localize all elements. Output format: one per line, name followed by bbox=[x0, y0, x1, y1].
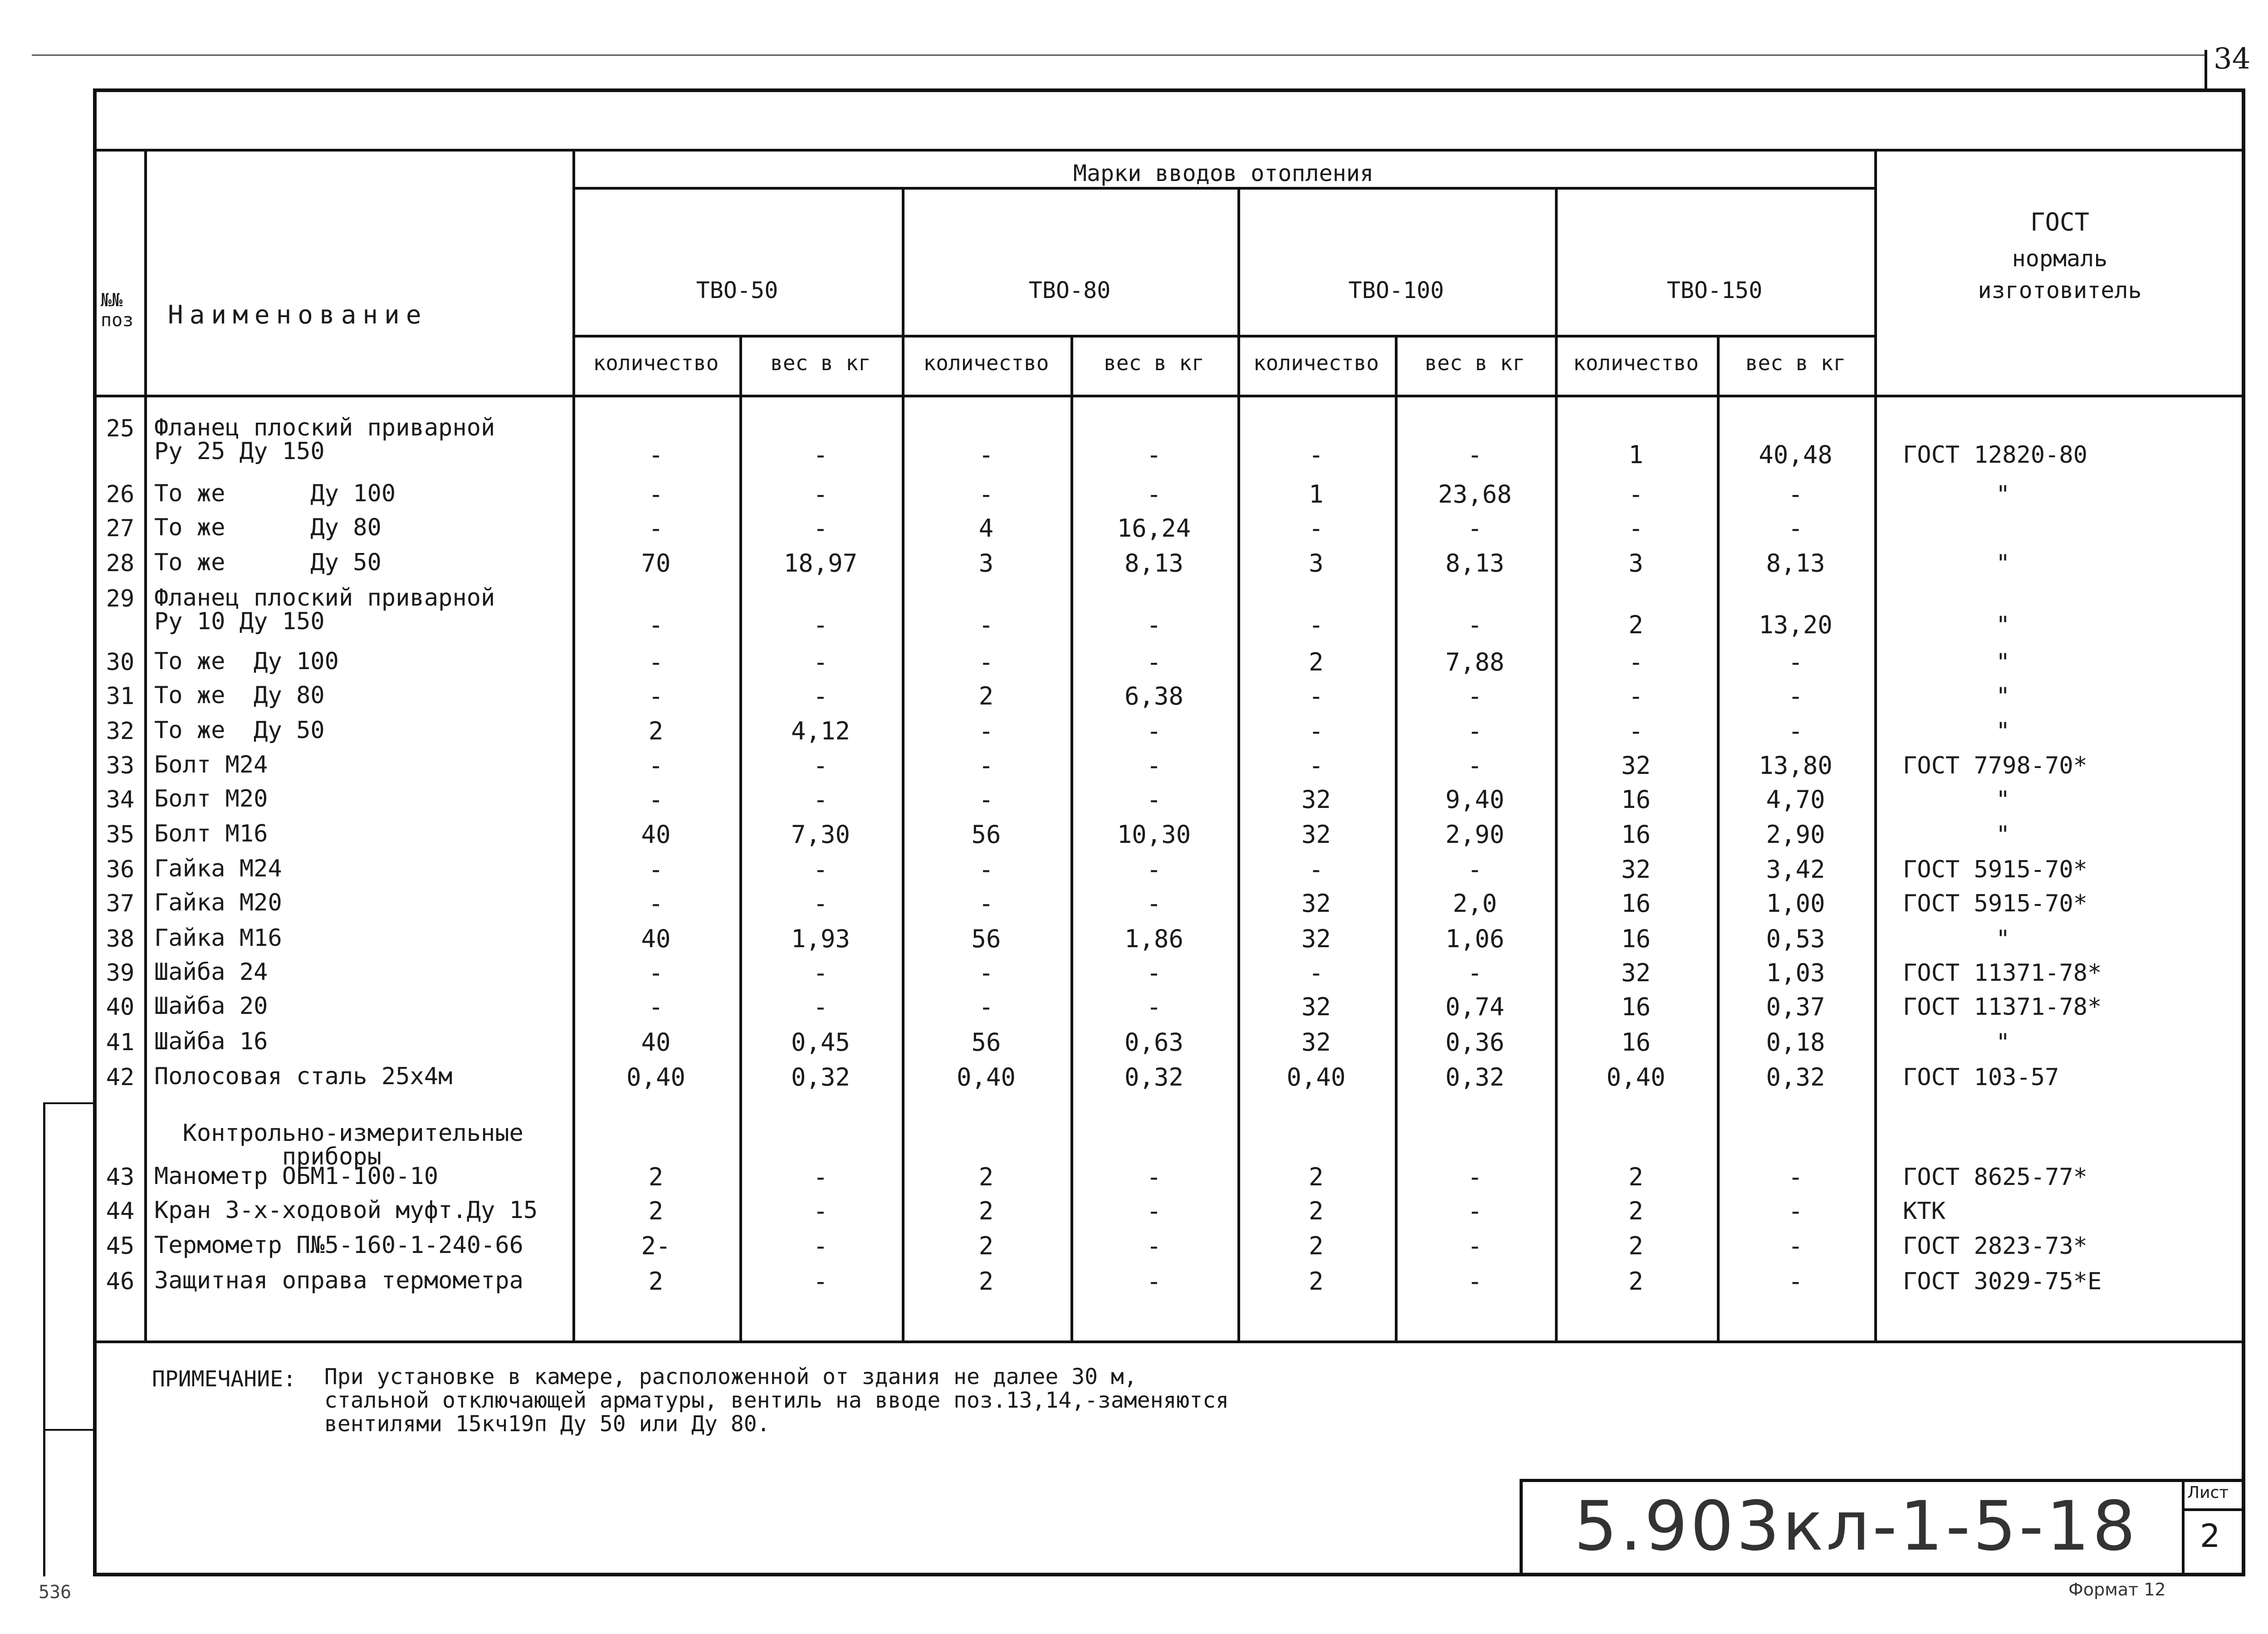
row-name-line: Болт М20 bbox=[154, 785, 268, 812]
row-weight-cell: 7,30 bbox=[791, 820, 850, 849]
row-weight-cell: - bbox=[813, 1267, 828, 1296]
row-weight-cell: - bbox=[1788, 1232, 1803, 1260]
row-gost: " bbox=[1996, 683, 2010, 710]
row-weight-cell: - bbox=[1467, 959, 1482, 987]
row-gost: КТК bbox=[1903, 1198, 1945, 1225]
row-qty-cell: 16 bbox=[1621, 925, 1651, 953]
row-qty-cell: - bbox=[978, 785, 994, 814]
row-qty-cell: 40 bbox=[641, 1028, 671, 1057]
row-weight-cell: 1,93 bbox=[791, 925, 850, 953]
row-name-line: Гайка М20 bbox=[154, 889, 282, 916]
row-pos: 32 bbox=[106, 718, 135, 745]
row-qty-cell: - bbox=[1309, 717, 1324, 745]
row-weight-cell: - bbox=[1788, 717, 1803, 745]
row-qty-cell: 2 bbox=[1309, 648, 1324, 676]
row-qty-cell: 2 bbox=[648, 717, 664, 745]
row-qty-cell: 0,40 bbox=[1286, 1063, 1346, 1091]
row-gost: " bbox=[1996, 649, 2010, 676]
row-qty-cell: - bbox=[1309, 751, 1324, 780]
note-line-1: При установке в камере, расположенной от здания не далее 30 м, bbox=[324, 1364, 1137, 1389]
row-qty-cell: - bbox=[648, 889, 664, 918]
row-gost: " bbox=[1996, 925, 2010, 953]
row-pos: 27 bbox=[106, 515, 135, 542]
row-weight-cell: - bbox=[1467, 1163, 1482, 1191]
row-qty-cell: 2 bbox=[1628, 1197, 1643, 1225]
row-weight-cell: - bbox=[1146, 717, 1162, 745]
row-weight-cell: 4,12 bbox=[791, 717, 850, 745]
row-weight-cell: - bbox=[1146, 785, 1162, 814]
col-line-name bbox=[572, 149, 575, 1342]
row-qty-cell: - bbox=[978, 889, 994, 918]
row-name-line: Контрольно-измерительные bbox=[154, 1120, 523, 1147]
row-weight-cell: - bbox=[1146, 751, 1162, 780]
col-line-gost bbox=[1874, 149, 1877, 1342]
row-weight-cell: 1,06 bbox=[1445, 925, 1505, 953]
row-qty-cell: - bbox=[648, 440, 664, 469]
left-margin-line bbox=[43, 1102, 45, 1576]
row-qty-cell: - bbox=[1309, 959, 1324, 987]
row-weight-cell: 0,74 bbox=[1445, 993, 1505, 1021]
row-qty-cell: 56 bbox=[971, 1028, 1001, 1057]
row-pos: 36 bbox=[106, 856, 135, 883]
row-pos: 41 bbox=[106, 1029, 135, 1056]
row-weight-cell: 18,97 bbox=[783, 549, 858, 577]
row-qty-cell: - bbox=[648, 855, 664, 884]
row-name-line: Болт М24 bbox=[154, 751, 268, 778]
stamp-format: Формат 12 bbox=[2068, 1580, 2166, 1600]
stamp-code: 5.903кл-1-5-18 bbox=[1574, 1487, 2139, 1566]
row-name-line: Гайка М16 bbox=[154, 925, 282, 952]
row-pos: 33 bbox=[106, 752, 135, 779]
row-pos: 43 bbox=[106, 1164, 135, 1191]
top-edge-line bbox=[32, 54, 2204, 56]
row-name-line: Ру 10 Ду 150 bbox=[154, 608, 325, 635]
row-weight-cell: - bbox=[813, 1232, 828, 1260]
row-weight-cell: - bbox=[813, 855, 828, 884]
row-weight-cell: - bbox=[1788, 648, 1803, 676]
row-qty-cell: 2 bbox=[1628, 1232, 1643, 1260]
row-name-line: Фланец плоский приварной bbox=[154, 584, 495, 612]
row-pos: 26 bbox=[106, 481, 135, 508]
row-weight-cell: - bbox=[813, 514, 828, 543]
header-group-line bbox=[572, 187, 1874, 190]
row-qty-cell: - bbox=[648, 480, 664, 509]
row-qty-cell: 16 bbox=[1621, 785, 1651, 814]
row-name-line: Полосовая сталь 25х4м bbox=[154, 1063, 453, 1090]
header-pos: №№ поз bbox=[101, 290, 134, 331]
header-gost-3: изготовитель bbox=[1978, 277, 2142, 303]
row-pos: 39 bbox=[106, 959, 135, 987]
row-qty-cell: 2 bbox=[1628, 1163, 1643, 1191]
row-name-line: Шайба 16 bbox=[154, 1028, 268, 1055]
row-qty-cell: 1 bbox=[1628, 440, 1643, 469]
row-weight-cell: - bbox=[1146, 648, 1162, 676]
row-gost: ГОСТ 3029-75*Е bbox=[1903, 1268, 2102, 1295]
row-weight-cell: 16,24 bbox=[1117, 514, 1191, 543]
row-qty-cell: - bbox=[648, 959, 664, 987]
stamp-sheet-number: 2 bbox=[2200, 1517, 2220, 1555]
row-qty-cell: 32 bbox=[1301, 889, 1331, 918]
row-name-line: То же Ду 100 bbox=[154, 480, 396, 507]
row-weight-cell: - bbox=[813, 785, 828, 814]
row-gost: ГОСТ 103-57 bbox=[1903, 1064, 2059, 1091]
left-margin-tick-2 bbox=[43, 1429, 93, 1431]
row-weight-cell: 0,53 bbox=[1766, 925, 1825, 953]
row-name-line: Гайка М24 bbox=[154, 855, 282, 882]
row-weight-cell: 0,32 bbox=[1124, 1063, 1184, 1091]
header-bottom-line bbox=[93, 395, 2245, 397]
row-qty-cell: 56 bbox=[971, 925, 1001, 953]
row-pos: 31 bbox=[106, 683, 135, 710]
row-weight-cell: - bbox=[1467, 440, 1482, 469]
header-qty-3: количество bbox=[1253, 351, 1379, 375]
row-weight-cell: 0,37 bbox=[1766, 993, 1825, 1021]
row-qty-cell: - bbox=[648, 751, 664, 780]
row-qty-cell: 1 bbox=[1309, 480, 1324, 509]
stamp-sheet-label: Лист bbox=[2187, 1483, 2229, 1502]
row-gost: " bbox=[1996, 612, 2010, 639]
row-name-line: То же Ду 100 bbox=[154, 648, 339, 675]
row-name-line: Ру 25 Ду 150 bbox=[154, 438, 325, 465]
row-qty-cell: 2 bbox=[1628, 611, 1643, 639]
row-pos: 46 bbox=[106, 1268, 135, 1295]
row-name-line: Термометр П№5-160-1-240-66 bbox=[154, 1232, 523, 1259]
row-weight-cell: - bbox=[1146, 611, 1162, 639]
row-weight-cell: - bbox=[1467, 855, 1482, 884]
row-pos: 25 bbox=[106, 415, 135, 442]
row-weight-cell: - bbox=[1788, 1267, 1803, 1296]
row-weight-cell: - bbox=[1467, 1267, 1482, 1296]
row-name-line: Болт М16 bbox=[154, 820, 268, 847]
row-qty-cell: - bbox=[648, 611, 664, 639]
row-weight-cell: - bbox=[813, 648, 828, 676]
row-weight-cell: - bbox=[1146, 1197, 1162, 1225]
row-weight-cell: - bbox=[1146, 889, 1162, 918]
row-qty-cell: - bbox=[978, 717, 994, 745]
row-qty-cell: - bbox=[978, 440, 994, 469]
row-weight-cell: - bbox=[1146, 993, 1162, 1021]
row-gost: " bbox=[1996, 1029, 2010, 1056]
header-qty-4: количество bbox=[1573, 351, 1699, 375]
row-qty-cell: 2 bbox=[1628, 1267, 1643, 1296]
row-qty-cell: 2 bbox=[978, 1232, 994, 1260]
row-name-line: Шайба 24 bbox=[154, 959, 268, 986]
row-qty-cell: - bbox=[1628, 648, 1643, 676]
row-qty-cell: - bbox=[1309, 611, 1324, 639]
stamp-sheet-line bbox=[2182, 1508, 2245, 1511]
row-gost: ГОСТ 8625-77* bbox=[1903, 1164, 2087, 1191]
row-qty-cell: - bbox=[648, 993, 664, 1021]
row-weight-cell: 1,03 bbox=[1766, 959, 1825, 987]
row-weight-cell: - bbox=[813, 682, 828, 710]
row-weight-cell: - bbox=[1146, 959, 1162, 987]
row-name-line: То же Ду 50 bbox=[154, 549, 381, 576]
row-weight-cell: 0,18 bbox=[1766, 1028, 1825, 1057]
row-qty-cell: 16 bbox=[1621, 993, 1651, 1021]
corner-tick bbox=[2204, 50, 2207, 91]
header-gost-2: нормаль bbox=[2012, 245, 2108, 272]
row-qty-cell: 56 bbox=[971, 820, 1001, 849]
row-weight-cell: 0,45 bbox=[791, 1028, 850, 1057]
row-weight-cell: - bbox=[1788, 1197, 1803, 1225]
row-gost: " bbox=[1996, 821, 2010, 848]
row-gost: ГОСТ 2823-73* bbox=[1903, 1233, 2087, 1260]
row-name-line: То же Ду 80 bbox=[154, 514, 381, 541]
row-pos: 45 bbox=[106, 1233, 135, 1260]
row-qty-cell: 2 bbox=[978, 1267, 994, 1296]
row-weight-cell: - bbox=[813, 611, 828, 639]
row-qty-cell: 2 bbox=[1309, 1267, 1324, 1296]
row-weight-cell: - bbox=[1146, 440, 1162, 469]
row-weight-cell: 0,32 bbox=[1445, 1063, 1505, 1091]
row-qty-cell: - bbox=[648, 648, 664, 676]
row-qty-cell: 32 bbox=[1301, 785, 1331, 814]
row-qty-cell: - bbox=[978, 611, 994, 639]
row-pos: 42 bbox=[106, 1064, 135, 1091]
row-qty-cell: 32 bbox=[1621, 959, 1651, 987]
row-pos: 35 bbox=[106, 821, 135, 848]
row-weight-cell: - bbox=[1788, 1163, 1803, 1191]
row-qty-cell: 32 bbox=[1301, 993, 1331, 1021]
row-qty-cell: 16 bbox=[1621, 889, 1651, 918]
header-brand-2: ТВО-80 bbox=[1028, 277, 1111, 303]
row-gost: " bbox=[1996, 481, 2010, 508]
row-weight-cell: 0,32 bbox=[791, 1063, 850, 1091]
row-pos: 44 bbox=[106, 1198, 135, 1225]
row-weight-cell: - bbox=[813, 751, 828, 780]
row-qty-cell: 0,40 bbox=[956, 1063, 1016, 1091]
header-brand-1: ТВО-50 bbox=[696, 277, 778, 303]
row-weight-cell: - bbox=[1788, 514, 1803, 543]
row-qty-cell: 2 bbox=[1309, 1232, 1324, 1260]
row-qty-cell: 16 bbox=[1621, 820, 1651, 849]
frame-top-band-line bbox=[93, 149, 2245, 152]
row-qty-cell: - bbox=[1628, 480, 1643, 509]
header-brand-line bbox=[572, 335, 1874, 338]
row-pos: 34 bbox=[106, 786, 135, 813]
row-pos: 28 bbox=[106, 550, 135, 577]
row-qty-cell: - bbox=[978, 751, 994, 780]
row-weight-cell: 0,36 bbox=[1445, 1028, 1505, 1057]
row-weight-cell: - bbox=[1146, 1267, 1162, 1296]
row-qty-cell: 32 bbox=[1301, 925, 1331, 953]
row-qty-cell: - bbox=[978, 993, 994, 1021]
row-pos: 30 bbox=[106, 649, 135, 676]
row-weight-cell: - bbox=[1467, 611, 1482, 639]
row-qty-cell: - bbox=[1309, 682, 1324, 710]
row-weight-cell: 9,40 bbox=[1445, 785, 1505, 814]
row-qty-cell: 4 bbox=[978, 514, 994, 543]
row-qty-cell: 70 bbox=[641, 549, 671, 577]
header-weight-1: вес в кг bbox=[770, 351, 871, 375]
row-qty-cell: 0,40 bbox=[626, 1063, 686, 1091]
row-qty-cell: - bbox=[648, 514, 664, 543]
row-weight-cell: 2,0 bbox=[1452, 889, 1497, 918]
row-qty-cell: 40 bbox=[641, 925, 671, 953]
row-weight-cell: 8,13 bbox=[1766, 549, 1825, 577]
note-label: ПРИМЕЧАНИЕ: bbox=[152, 1366, 296, 1392]
row-qty-cell: 32 bbox=[1621, 855, 1651, 884]
row-qty-cell: - bbox=[1309, 514, 1324, 543]
row-qty-cell: - bbox=[648, 682, 664, 710]
row-qty-cell: 2 bbox=[1309, 1197, 1324, 1225]
row-qty-cell: - bbox=[1309, 440, 1324, 469]
header-brand-4: ТВО-150 bbox=[1667, 277, 1763, 303]
note-line-3: вентилями 15кч19п Ду 50 или Ду 80. bbox=[324, 1411, 770, 1437]
row-weight-cell: - bbox=[1146, 480, 1162, 509]
row-gost: ГОСТ 12820-80 bbox=[1903, 441, 2087, 469]
row-weight-cell: - bbox=[1467, 751, 1482, 780]
header-group-title: Марки вводов отопления bbox=[1073, 160, 1374, 186]
header-weight-3: вес в кг bbox=[1424, 351, 1525, 375]
row-weight-cell: 8,13 bbox=[1445, 549, 1505, 577]
row-weight-cell: - bbox=[1146, 855, 1162, 884]
row-qty-cell: 40 bbox=[641, 820, 671, 849]
row-qty-cell: 32 bbox=[1621, 751, 1651, 780]
row-weight-cell: - bbox=[813, 993, 828, 1021]
row-name-line: Защитная оправа термометра bbox=[154, 1267, 523, 1294]
row-weight-cell: 1,86 bbox=[1124, 925, 1184, 953]
row-weight-cell: - bbox=[1788, 480, 1803, 509]
row-weight-cell: 10,30 bbox=[1117, 820, 1191, 849]
row-weight-cell: - bbox=[1467, 514, 1482, 543]
row-weight-cell: 0,32 bbox=[1766, 1063, 1825, 1091]
row-weight-cell: 8,13 bbox=[1124, 549, 1184, 577]
row-weight-cell: - bbox=[813, 889, 828, 918]
row-weight-cell: 2,90 bbox=[1445, 820, 1505, 849]
row-weight-cell: 23,68 bbox=[1438, 480, 1512, 509]
row-qty-cell: 32 bbox=[1301, 1028, 1331, 1057]
row-weight-cell: - bbox=[813, 1197, 828, 1225]
row-qty-cell: 2 bbox=[648, 1163, 664, 1191]
row-weight-cell: - bbox=[813, 1163, 828, 1191]
row-qty-cell: - bbox=[978, 959, 994, 987]
row-weight-cell: 40,48 bbox=[1759, 440, 1833, 469]
row-name-line: То же Ду 50 bbox=[154, 717, 325, 744]
row-qty-cell: 2 bbox=[648, 1267, 664, 1296]
stamp-divider bbox=[2182, 1479, 2185, 1576]
row-weight-cell: - bbox=[1467, 682, 1482, 710]
row-weight-cell: - bbox=[1467, 717, 1482, 745]
row-gost: " bbox=[1996, 550, 2010, 577]
row-weight-cell: 13,20 bbox=[1759, 611, 1833, 639]
header-brand-3: ТВО-100 bbox=[1348, 277, 1444, 303]
row-qty-cell: 32 bbox=[1301, 820, 1331, 849]
row-qty-cell: 2 bbox=[978, 682, 994, 710]
note-line-2: стальной отключающей арматуры, вентиль на вводе поз.13,14,-заменяются bbox=[324, 1388, 1229, 1413]
row-qty-cell: - bbox=[978, 855, 994, 884]
row-qty-cell: - bbox=[1628, 717, 1643, 745]
row-qty-cell: - bbox=[648, 785, 664, 814]
row-name-line: Кран 3-х-ходовой муфт.Ду 15 bbox=[154, 1197, 538, 1224]
row-weight-cell: - bbox=[1467, 1197, 1482, 1225]
row-weight-cell: 2,90 bbox=[1766, 820, 1825, 849]
row-weight-cell: - bbox=[813, 480, 828, 509]
row-qty-cell: 2 bbox=[978, 1163, 994, 1191]
row-gost: ГОСТ 11371-78* bbox=[1903, 959, 2102, 987]
row-weight-cell: - bbox=[1146, 1232, 1162, 1260]
row-pos: 38 bbox=[106, 925, 135, 953]
header-weight-4: вес в кг bbox=[1745, 351, 1846, 375]
row-qty-cell: - bbox=[1628, 514, 1643, 543]
row-pos: 40 bbox=[106, 993, 135, 1021]
note-top-line bbox=[93, 1340, 2245, 1343]
row-qty-cell: 3 bbox=[978, 549, 994, 577]
row-weight-cell: 1,00 bbox=[1766, 889, 1825, 918]
left-margin-tick-1 bbox=[43, 1102, 93, 1104]
row-gost: ГОСТ 7798-70* bbox=[1903, 752, 2087, 779]
row-weight-cell: 0,63 bbox=[1124, 1028, 1184, 1057]
row-qty-cell: 2 bbox=[648, 1197, 664, 1225]
row-gost: ГОСТ 5915-70* bbox=[1903, 890, 2087, 917]
row-weight-cell: - bbox=[1788, 682, 1803, 710]
row-qty-cell: 0,40 bbox=[1606, 1063, 1666, 1091]
row-gost: ГОСТ 11371-78* bbox=[1903, 993, 2102, 1021]
header-name: Наименование bbox=[168, 300, 428, 330]
row-qty-cell: 16 bbox=[1621, 1028, 1651, 1057]
row-weight-cell: 6,38 bbox=[1124, 682, 1184, 710]
row-weight-cell: - bbox=[813, 440, 828, 469]
row-weight-cell: - bbox=[1467, 1232, 1482, 1260]
row-qty-cell: - bbox=[1309, 855, 1324, 884]
bottom-left-number: 536 bbox=[39, 1582, 72, 1603]
row-qty-cell: - bbox=[978, 480, 994, 509]
row-name-line: Фланец плоский приварной bbox=[154, 414, 495, 441]
row-gost: " bbox=[1996, 786, 2010, 813]
row-weight-cell: - bbox=[1146, 1163, 1162, 1191]
header-qty-2: количество bbox=[923, 351, 1049, 375]
row-qty-cell: 2 bbox=[978, 1197, 994, 1225]
row-pos: 37 bbox=[106, 890, 135, 917]
row-qty-cell: 3 bbox=[1628, 549, 1643, 577]
row-qty-cell: 2 bbox=[1309, 1163, 1324, 1191]
header-qty-1: количество bbox=[593, 351, 719, 375]
row-gost: " bbox=[1996, 718, 2010, 745]
row-name-line: Манометр ОБМ1-100-10 bbox=[154, 1163, 439, 1190]
row-name-line: приборы bbox=[154, 1143, 381, 1170]
row-qty-cell: 3 bbox=[1309, 549, 1324, 577]
row-qty-cell: 2- bbox=[641, 1232, 671, 1260]
header-gost-1: ГОСТ bbox=[2030, 208, 2090, 236]
row-gost: ГОСТ 5915-70* bbox=[1903, 856, 2087, 883]
row-name-line: То же Ду 80 bbox=[154, 682, 325, 709]
row-weight-cell: 7,88 bbox=[1445, 648, 1505, 676]
row-weight-cell: 4,70 bbox=[1766, 785, 1825, 814]
row-pos: 29 bbox=[106, 585, 135, 612]
row-qty-cell: - bbox=[1628, 682, 1643, 710]
corner-page-number: 34 bbox=[2214, 42, 2251, 76]
header-weight-2: вес в кг bbox=[1104, 351, 1204, 375]
row-weight-cell: 13,80 bbox=[1759, 751, 1833, 780]
row-weight-cell: - bbox=[813, 959, 828, 987]
row-qty-cell: - bbox=[978, 648, 994, 676]
row-weight-cell: 3,42 bbox=[1766, 855, 1825, 884]
col-line-pos bbox=[144, 149, 147, 1342]
row-name-line: Шайба 20 bbox=[154, 993, 268, 1020]
